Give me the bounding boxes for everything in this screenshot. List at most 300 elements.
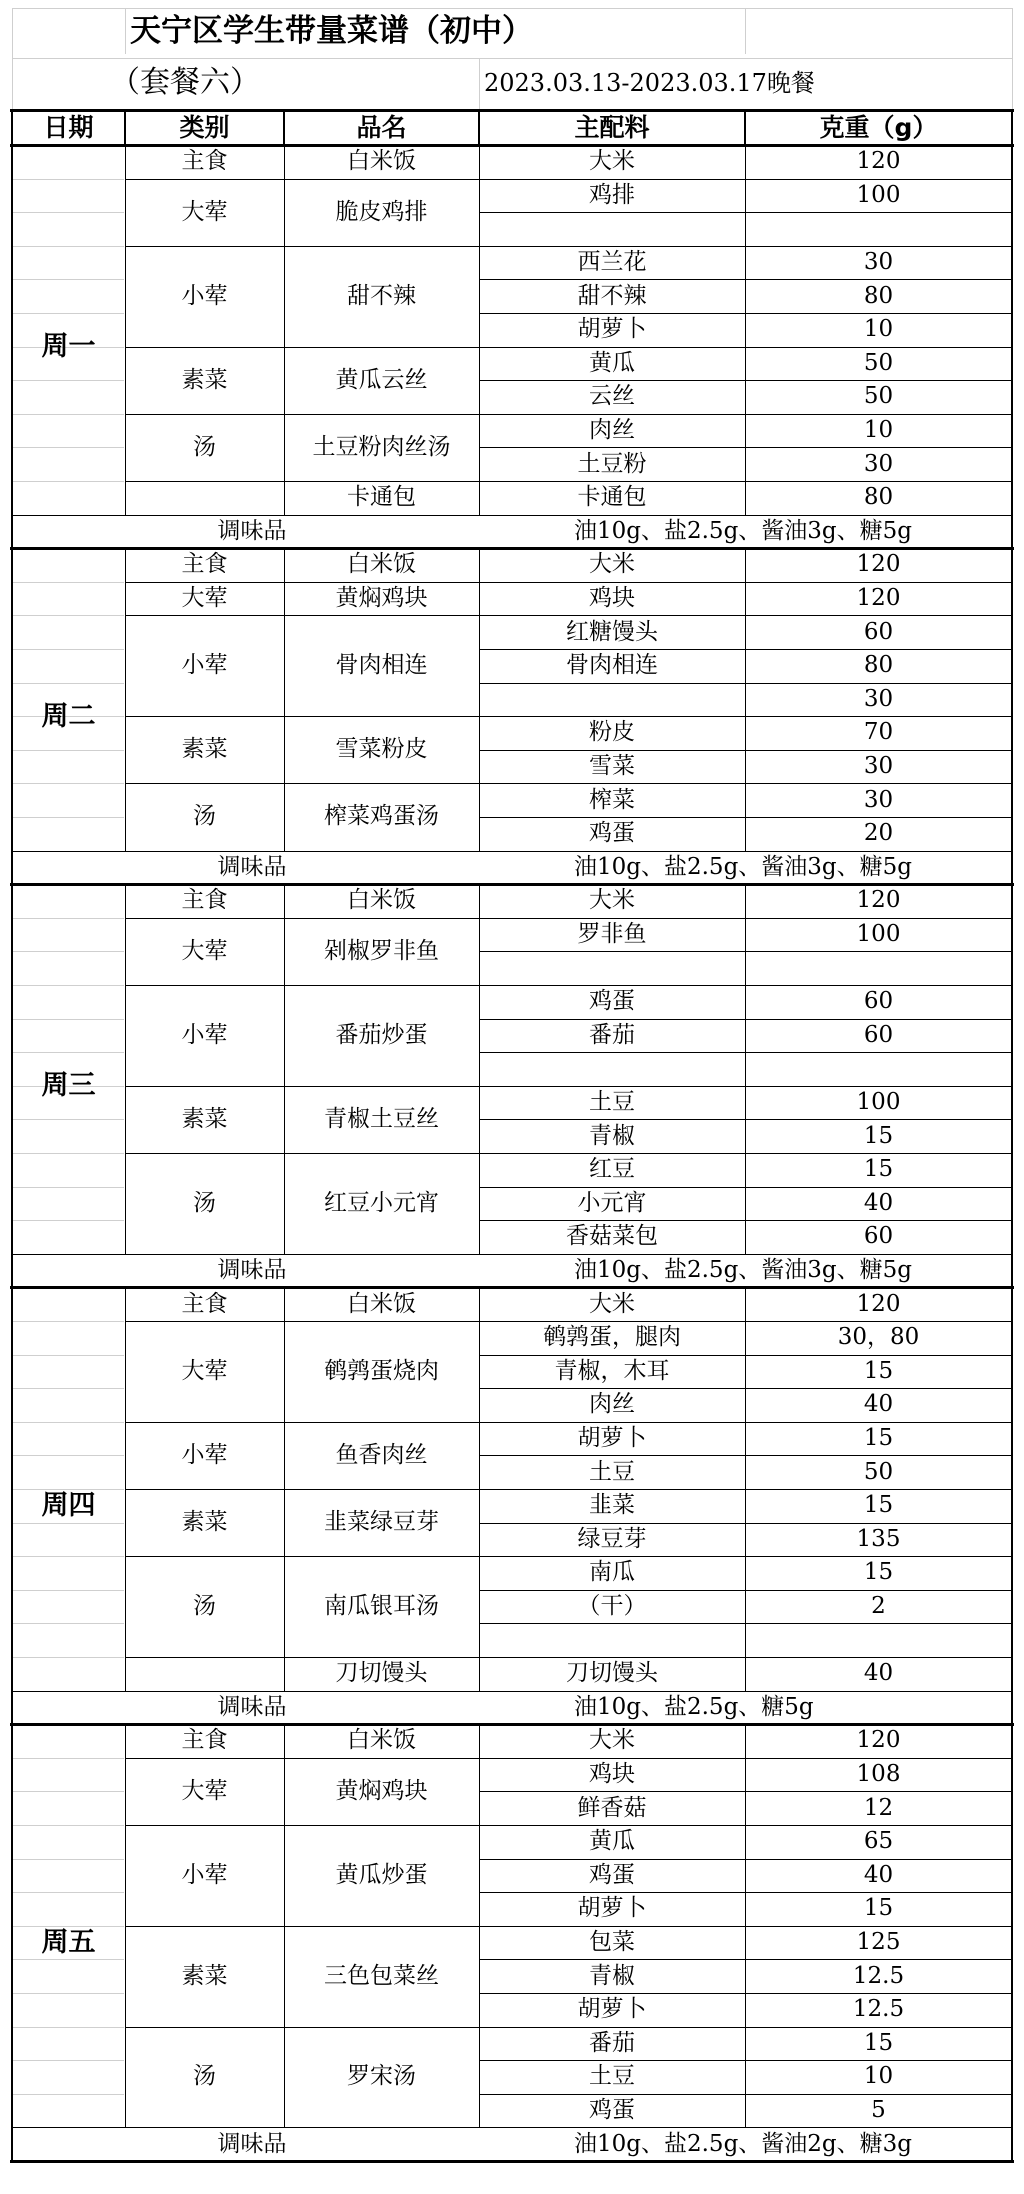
column-border	[284, 145, 285, 515]
day-4-category: 小荤	[181, 1441, 228, 1468]
day-5-ingredient: 鸡块	[589, 1761, 635, 1788]
day-5-weight: 108	[856, 1761, 901, 1788]
day-3-weight	[745, 951, 1012, 985]
row-border	[745, 1119, 1012, 1120]
row-border	[479, 347, 745, 348]
row-border	[479, 246, 745, 247]
day-5-weight: 15	[863, 2029, 894, 2056]
day-2-category: 主食	[181, 551, 228, 578]
day-2-ingredient: 雪菜	[589, 753, 635, 780]
day-1-weight: 80	[863, 282, 894, 309]
row-border	[479, 918, 745, 919]
row-border	[745, 1926, 1012, 1927]
day-label: 周五	[41, 1927, 96, 1959]
day-3-category: 汤	[193, 1189, 216, 1216]
day-1-ingredient: 卡通包	[577, 484, 647, 511]
row-border	[745, 212, 1012, 213]
row-border	[745, 279, 1012, 280]
grid-line	[125, 8, 126, 54]
day-5-ingredient: 青椒	[589, 1962, 635, 1989]
row-border	[745, 951, 1012, 952]
column-border	[1011, 1254, 1013, 1288]
row-border	[284, 918, 479, 919]
day-5-dish: 白米饭	[347, 1727, 416, 1754]
column-border	[745, 1724, 746, 2127]
column-border	[125, 548, 126, 850]
day-5-category: 小荤	[181, 1861, 228, 1888]
day-4-weight: 40	[863, 1660, 894, 1687]
column-border	[11, 1691, 13, 1725]
day-4-dish: 鹌鹑蛋烧肉	[324, 1357, 439, 1384]
day-5-ingredient: 鸡蛋	[589, 2097, 635, 2124]
column-border	[745, 1287, 746, 1690]
day-2-weight: 30	[863, 786, 894, 813]
row-border	[745, 1590, 1012, 1591]
column-border	[284, 548, 285, 850]
row-border	[479, 2060, 745, 2061]
row-border	[479, 951, 745, 952]
row-border	[125, 1825, 284, 1826]
day-5-weight: 40	[863, 1861, 894, 1888]
day-2-dish: 榨菜鸡蛋汤	[324, 803, 439, 830]
row-border	[125, 783, 284, 784]
row-border	[745, 1355, 1012, 1356]
day-4-weight: 135	[856, 1525, 901, 1552]
row-border	[745, 716, 1012, 717]
day-1-weight: 120	[856, 148, 901, 175]
day-3-category: 小荤	[181, 1021, 228, 1048]
row-border	[745, 1422, 1012, 1423]
row-border	[125, 582, 284, 583]
grid-line	[479, 58, 480, 110]
day-1-dish: 黄瓜云丝	[335, 366, 428, 393]
day-1-weight: 80	[863, 484, 894, 511]
day-4-ingredient	[479, 1623, 745, 1657]
row-border	[284, 615, 479, 616]
row-border	[745, 985, 1012, 986]
day-4-dish: 南瓜银耳汤	[324, 1593, 439, 1620]
day-5-ingredient: 胡萝卜	[577, 1996, 647, 2023]
row-border	[745, 2027, 1012, 2028]
row-border	[479, 1422, 745, 1423]
row-border	[745, 1086, 1012, 1087]
day-3-weight: 120	[856, 887, 901, 914]
day-2-weight: 30	[863, 685, 894, 712]
day-4-ingredient: 韭菜	[589, 1492, 635, 1519]
row-border	[479, 1590, 745, 1591]
row-border	[745, 1388, 1012, 1389]
row-border	[479, 1119, 745, 1120]
header-column-border	[744, 110, 746, 145]
day-5-category: 主食	[181, 1727, 228, 1754]
day-4-category: 主食	[181, 1290, 228, 1317]
header-dish: 品名	[356, 113, 407, 142]
row-border	[284, 347, 479, 348]
row-border	[284, 414, 479, 415]
day-1-ingredient: 大米	[589, 148, 635, 175]
row-border	[479, 1019, 745, 1020]
row-border	[479, 615, 745, 616]
row-border	[745, 1791, 1012, 1792]
header-column-border	[11, 110, 13, 145]
row-border	[479, 212, 745, 213]
header-date: 日期	[43, 113, 94, 142]
column-border	[1011, 2127, 1013, 2161]
day-3-weight: 60	[863, 1223, 894, 1250]
day-3-ingredient: 红豆	[589, 1156, 635, 1183]
row-border	[284, 1422, 479, 1423]
row-border	[479, 380, 745, 381]
row-border	[745, 1959, 1012, 1960]
row-border	[745, 1489, 1012, 1490]
day-2-ingredient: 大米	[589, 551, 635, 578]
row-border	[479, 1825, 745, 1826]
sheet-title: 天宁区学生带量菜谱（初中）	[130, 12, 533, 49]
day-5-ingredient: 番茄	[589, 2029, 635, 2056]
row-border	[125, 179, 284, 180]
row-border	[745, 750, 1012, 751]
day-1-dish: 脆皮鸡排	[335, 198, 428, 225]
column-border	[284, 1287, 285, 1690]
day-1-weight	[745, 212, 1012, 246]
day-3-weight: 60	[863, 1021, 894, 1048]
sheet-subtitle: （套餐六）	[110, 65, 260, 100]
day-4-category: 大荤	[181, 1357, 228, 1384]
header-column-border	[124, 110, 126, 145]
day-5-weight: 12	[863, 1794, 894, 1821]
day-4-weight: 15	[863, 1357, 894, 1384]
row-border	[125, 414, 284, 415]
row-border	[745, 481, 1012, 482]
row-border	[479, 985, 745, 986]
day-5-weight: 120	[856, 1727, 901, 1754]
row-border	[479, 750, 745, 751]
row-border	[479, 1556, 745, 1557]
row-border	[479, 179, 745, 180]
day-2-ingredient: 骨肉相连	[566, 652, 658, 679]
row-border	[479, 481, 745, 482]
day-3-ingredient	[479, 951, 745, 985]
day-2-ingredient: 榨菜	[589, 786, 635, 813]
day-4-weight	[745, 1623, 1012, 1657]
row-border	[745, 1892, 1012, 1893]
day-4-dish: 刀切馒头	[335, 1660, 428, 1687]
day-3-weight: 60	[863, 988, 894, 1015]
day-3-category: 大荤	[181, 937, 228, 964]
grid-line	[1012, 8, 1013, 110]
row-border	[284, 716, 479, 717]
row-border	[479, 1187, 745, 1188]
day-2-dish: 黄焖鸡块	[335, 585, 428, 612]
header-category: 类别	[179, 113, 230, 142]
day-2-dish: 骨肉相连	[335, 652, 428, 679]
day-bottom-border	[10, 2160, 1014, 2163]
row-border	[745, 447, 1012, 448]
day-5-dish: 三色包菜丝	[324, 1962, 439, 1989]
grid-line	[12, 58, 1012, 59]
column-border	[11, 2127, 13, 2161]
day-1-category: 素菜	[181, 366, 228, 393]
column-border	[11, 548, 13, 850]
day-3-ingredient: 香菇菜包	[566, 1223, 658, 1250]
day-4-weight: 15	[863, 1492, 894, 1519]
row-border	[125, 918, 284, 919]
day-2-ingredient: 红糖馒头	[566, 618, 658, 645]
column-border	[479, 1287, 480, 1690]
row-border	[125, 2027, 284, 2028]
header-column-border	[1011, 110, 1013, 145]
day-4-ingredient: 胡萝卜	[577, 1425, 647, 1452]
day-4-ingredient: 南瓜	[589, 1559, 635, 1586]
row-border	[125, 1657, 284, 1658]
day-2-category: 小荤	[181, 652, 228, 679]
row-border	[479, 1523, 745, 1524]
row-border	[479, 1388, 745, 1389]
day-4-category: 素菜	[181, 1509, 228, 1536]
day-1-category: 主食	[181, 148, 228, 175]
day-1-dish: 甜不辣	[347, 282, 416, 309]
day-label: 周四	[41, 1490, 96, 1522]
column-border	[479, 548, 480, 850]
day-1-ingredient: 云丝	[589, 383, 635, 410]
column-border	[125, 884, 126, 1254]
day-4-weight: 2	[871, 1593, 886, 1620]
row-border	[479, 1993, 745, 1994]
row-border	[745, 380, 1012, 381]
day-1-dish: 土豆粉肉丝汤	[312, 433, 451, 460]
day-label: 周三	[41, 1070, 96, 1102]
day-3-weight: 40	[863, 1189, 894, 1216]
day-3-ingredient: 罗非鱼	[577, 921, 647, 948]
row-border	[479, 1657, 745, 1658]
row-border	[284, 1657, 479, 1658]
row-border	[284, 1489, 479, 1490]
column-border	[479, 1724, 480, 2127]
column-border	[479, 884, 480, 1254]
day-2-ingredient: 鸡蛋	[589, 820, 635, 847]
grid-line	[12, 8, 1012, 9]
day-1-category	[125, 481, 284, 515]
day-3-weight: 15	[863, 1156, 894, 1183]
row-border	[745, 347, 1012, 348]
row-border	[479, 1859, 745, 1860]
day-5-weight: 10	[863, 2063, 894, 2090]
row-border	[479, 1892, 745, 1893]
column-border	[1011, 145, 1013, 515]
row-border	[479, 1791, 745, 1792]
row-border	[479, 1623, 745, 1624]
day-1-weight: 50	[863, 383, 894, 410]
day-3-category: 主食	[181, 887, 228, 914]
row-border	[284, 1825, 479, 1826]
column-border	[11, 851, 13, 885]
row-border	[284, 1086, 479, 1087]
day-4-ingredient: 土豆	[589, 1458, 635, 1485]
row-border	[479, 1489, 745, 1490]
row-border	[745, 1019, 1012, 1020]
day-5-ingredient: 胡萝卜	[577, 1895, 647, 1922]
row-border	[125, 985, 284, 986]
day-2-ingredient: 鸡块	[589, 585, 635, 612]
seasoning-detail: 油10g、盐2.5g、酱油3g、糖5g	[574, 853, 913, 880]
day-3-weight: 100	[856, 1089, 901, 1116]
day-4-dish: 鱼香肉丝	[335, 1441, 428, 1468]
day-1-weight: 100	[856, 181, 901, 208]
row-border	[479, 1355, 745, 1356]
day-4-ingredient: 绿豆芽	[577, 1525, 647, 1552]
day-4-weight: 30，80	[837, 1324, 920, 1351]
row-border	[125, 1926, 284, 1927]
row-border	[745, 582, 1012, 583]
row-border	[745, 1859, 1012, 1860]
row-border	[479, 313, 745, 314]
seasoning-label: 调味品	[217, 1257, 287, 1284]
day-1-ingredient: 胡萝卜	[577, 316, 647, 343]
column-border	[479, 145, 480, 515]
row-border	[479, 1321, 745, 1322]
day-label: 周一	[41, 331, 96, 363]
row-border	[125, 1321, 284, 1322]
day-1-ingredient: 西兰花	[577, 249, 647, 276]
day-1-weight: 10	[863, 417, 894, 444]
header-weight: 克重（g）	[819, 113, 938, 142]
row-border	[745, 313, 1012, 314]
column-border	[284, 884, 285, 1254]
row-border	[284, 1556, 479, 1557]
column-border	[745, 548, 746, 850]
day-label: 周二	[41, 700, 96, 732]
row-border	[745, 1523, 1012, 1524]
row-border	[284, 582, 479, 583]
row-border	[125, 716, 284, 717]
day-5-ingredient: 大米	[589, 1727, 635, 1754]
row-border	[284, 179, 479, 180]
day-3-dish: 剁椒罗非鱼	[324, 937, 439, 964]
row-border	[745, 918, 1012, 919]
day-2-weight: 60	[863, 618, 894, 645]
row-border	[745, 2094, 1012, 2095]
day-3-dish: 青椒土豆丝	[324, 1105, 439, 1132]
row-border	[479, 1220, 745, 1221]
row-border	[125, 1153, 284, 1154]
day-4-ingredient: 青椒，木耳	[554, 1357, 670, 1384]
day-2-dish: 雪菜粉皮	[335, 736, 428, 763]
day-1-category: 大荤	[181, 198, 228, 225]
day-4-ingredient: 刀切馒头	[566, 1660, 658, 1687]
seasoning-label: 调味品	[217, 2130, 287, 2157]
column-border	[11, 1254, 13, 1288]
header-column-border	[283, 110, 285, 145]
column-border	[1011, 1724, 1013, 2127]
day-5-dish: 黄焖鸡块	[335, 1777, 428, 1804]
day-5-weight: 12.5	[852, 1962, 905, 1989]
day-2-weight: 30	[863, 753, 894, 780]
row-border	[125, 615, 284, 616]
day-1-category: 小荤	[181, 282, 228, 309]
day-4-category	[125, 1657, 284, 1691]
seasoning-label: 调味品	[217, 1693, 287, 1720]
day-5-weight: 5	[871, 2097, 886, 2124]
row-border	[479, 1758, 745, 1759]
column-border	[11, 1724, 13, 2127]
row-border	[125, 1422, 284, 1423]
row-border	[479, 1052, 745, 1053]
day-3-dish: 红豆小元宵	[324, 1189, 439, 1216]
column-border	[11, 145, 13, 515]
day-1-ingredient	[479, 212, 745, 246]
row-border	[284, 1321, 479, 1322]
day-1-weight: 30	[863, 249, 894, 276]
row-border	[745, 246, 1012, 247]
day-2-category: 汤	[193, 803, 216, 830]
day-2-weight: 120	[856, 551, 901, 578]
day-4-ingredient: 大米	[589, 1290, 635, 1317]
day-2-ingredient: 粉皮	[589, 719, 635, 746]
day-1-ingredient: 甜不辣	[577, 282, 647, 309]
row-border	[745, 2060, 1012, 2061]
row-border	[479, 1153, 745, 1154]
day-2-category: 素菜	[181, 736, 228, 763]
row-border	[479, 2094, 745, 2095]
row-border	[745, 1993, 1012, 1994]
table-top-border	[10, 109, 1014, 112]
day-5-dish: 黄瓜炒蛋	[335, 1861, 428, 1888]
column-border	[1011, 1287, 1013, 1690]
date-range: 2023.03.13-2023.03.17晚餐	[484, 69, 815, 97]
row-border	[479, 582, 745, 583]
column-border	[11, 884, 13, 1254]
day-4-dish: 韭菜绿豆芽	[324, 1509, 439, 1536]
day-3-ingredient: 大米	[589, 887, 635, 914]
row-border	[125, 1556, 284, 1557]
day-1-ingredient: 鸡排	[589, 181, 635, 208]
row-border	[745, 683, 1012, 684]
row-border	[284, 985, 479, 986]
row-border	[479, 817, 745, 818]
grid-line	[12, 8, 13, 110]
day-3-ingredient: 土豆	[589, 1089, 635, 1116]
row-border	[745, 1187, 1012, 1188]
column-border	[125, 1724, 126, 2127]
row-border	[479, 1959, 745, 1960]
seasoning-detail: 油10g、盐2.5g、酱油3g、糖5g	[574, 1257, 913, 1284]
day-5-ingredient: 黄瓜	[589, 1828, 635, 1855]
day-1-ingredient: 黄瓜	[589, 349, 635, 376]
row-border	[125, 246, 284, 247]
row-border	[745, 1657, 1012, 1658]
row-border	[745, 1052, 1012, 1053]
row-border	[745, 1825, 1012, 1826]
day-3-category: 素菜	[181, 1105, 228, 1132]
day-5-weight: 15	[863, 1895, 894, 1922]
row-border	[125, 1758, 284, 1759]
column-border	[284, 1724, 285, 2127]
row-border	[745, 1153, 1012, 1154]
day-1-ingredient: 肉丝	[589, 417, 635, 444]
day-4-ingredient: 肉丝	[589, 1391, 635, 1418]
day-3-ingredient	[479, 1052, 745, 1086]
day-1-weight: 10	[863, 316, 894, 343]
day-2-weight: 80	[863, 652, 894, 679]
column-border	[745, 884, 746, 1254]
day-2-weight: 20	[863, 820, 894, 847]
row-border	[284, 783, 479, 784]
row-border	[745, 649, 1012, 650]
day-5-ingredient: 包菜	[589, 1929, 635, 1956]
column-border	[11, 1287, 13, 1690]
column-border	[1011, 851, 1013, 885]
seasoning-label: 调味品	[217, 517, 287, 544]
